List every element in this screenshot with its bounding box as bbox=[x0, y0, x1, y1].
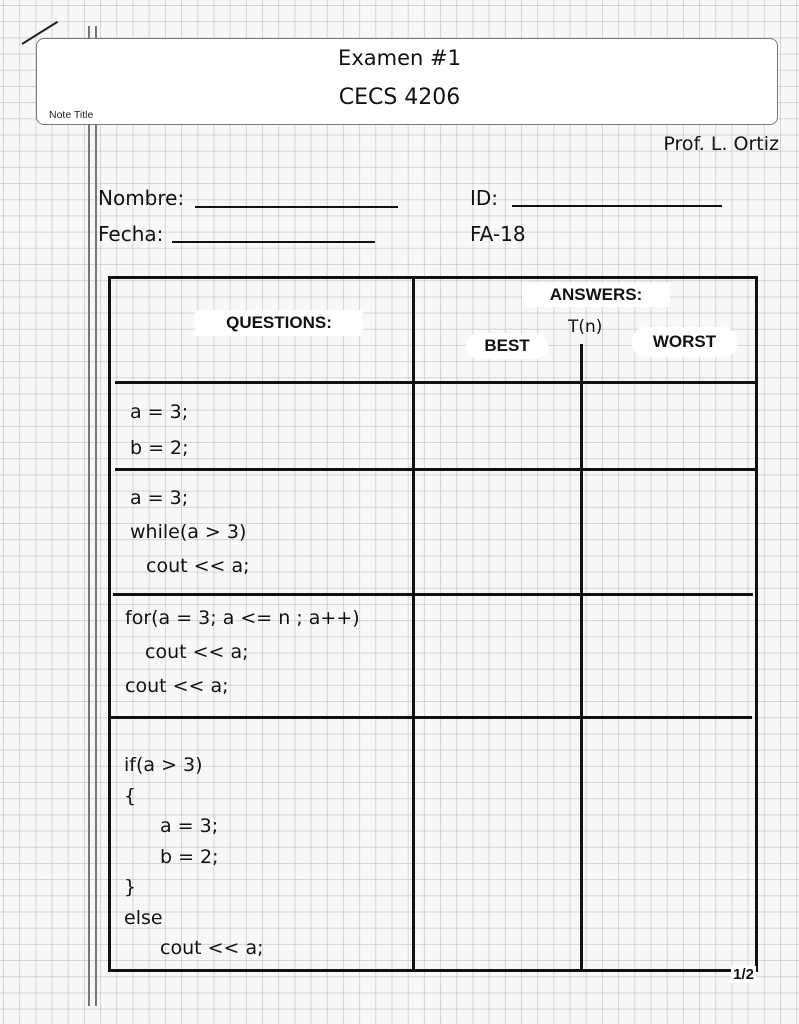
margin-line bbox=[88, 26, 90, 1006]
date-label: Fecha: bbox=[98, 222, 164, 246]
code-line: b = 2; bbox=[160, 845, 219, 868]
exam-title: Examen #1 bbox=[338, 46, 461, 70]
row-divider bbox=[115, 468, 755, 471]
code-line: cout << a; bbox=[125, 675, 229, 697]
page-number: 1/2 bbox=[733, 966, 754, 983]
code-line: a = 3; bbox=[130, 487, 189, 509]
id-underline bbox=[512, 205, 722, 207]
margin-line bbox=[95, 26, 97, 1006]
code-line: a = 3; bbox=[160, 815, 219, 837]
code-line: for(a = 3; a <= n ; a++) bbox=[125, 607, 360, 629]
row-divider bbox=[113, 593, 753, 596]
code-line: } bbox=[124, 876, 137, 898]
code-line: cout << a; bbox=[145, 641, 249, 663]
note-title-label: Note Title bbox=[49, 109, 94, 121]
question-2 bbox=[130, 481, 250, 583]
code-line: else bbox=[124, 906, 163, 929]
header-row-divider bbox=[115, 381, 755, 384]
tn-label: T(n) bbox=[568, 317, 603, 337]
date-underline bbox=[172, 241, 375, 243]
answers-header: ANSWERS: bbox=[522, 283, 670, 307]
id-label: ID: bbox=[470, 186, 499, 210]
row-divider bbox=[111, 716, 752, 719]
column-divider bbox=[412, 276, 415, 969]
code-line: cout << a; bbox=[160, 937, 264, 959]
question-4 bbox=[124, 750, 264, 964]
worst-header: WORST bbox=[632, 327, 737, 357]
code-line: a = 3; bbox=[130, 401, 189, 423]
best-header: BEST bbox=[466, 333, 548, 359]
code-line: cout << a; bbox=[146, 555, 250, 577]
course-code: CECS 4206 bbox=[338, 85, 461, 110]
question-1 bbox=[130, 394, 189, 466]
best-worst-divider bbox=[580, 344, 583, 969]
code-line: if(a > 3) bbox=[124, 754, 203, 776]
code-line: while(a > 3) bbox=[130, 521, 247, 543]
question-3 bbox=[125, 601, 360, 703]
term-label: FA-18 bbox=[470, 222, 526, 246]
code-line: { bbox=[124, 784, 137, 807]
questions-header: QUESTIONS: bbox=[195, 310, 363, 336]
name-underline bbox=[195, 206, 398, 208]
code-line: b = 2; bbox=[130, 437, 189, 459]
professor-name: Prof. L. Ortiz bbox=[663, 133, 779, 155]
name-label: Nombre: bbox=[98, 186, 185, 210]
